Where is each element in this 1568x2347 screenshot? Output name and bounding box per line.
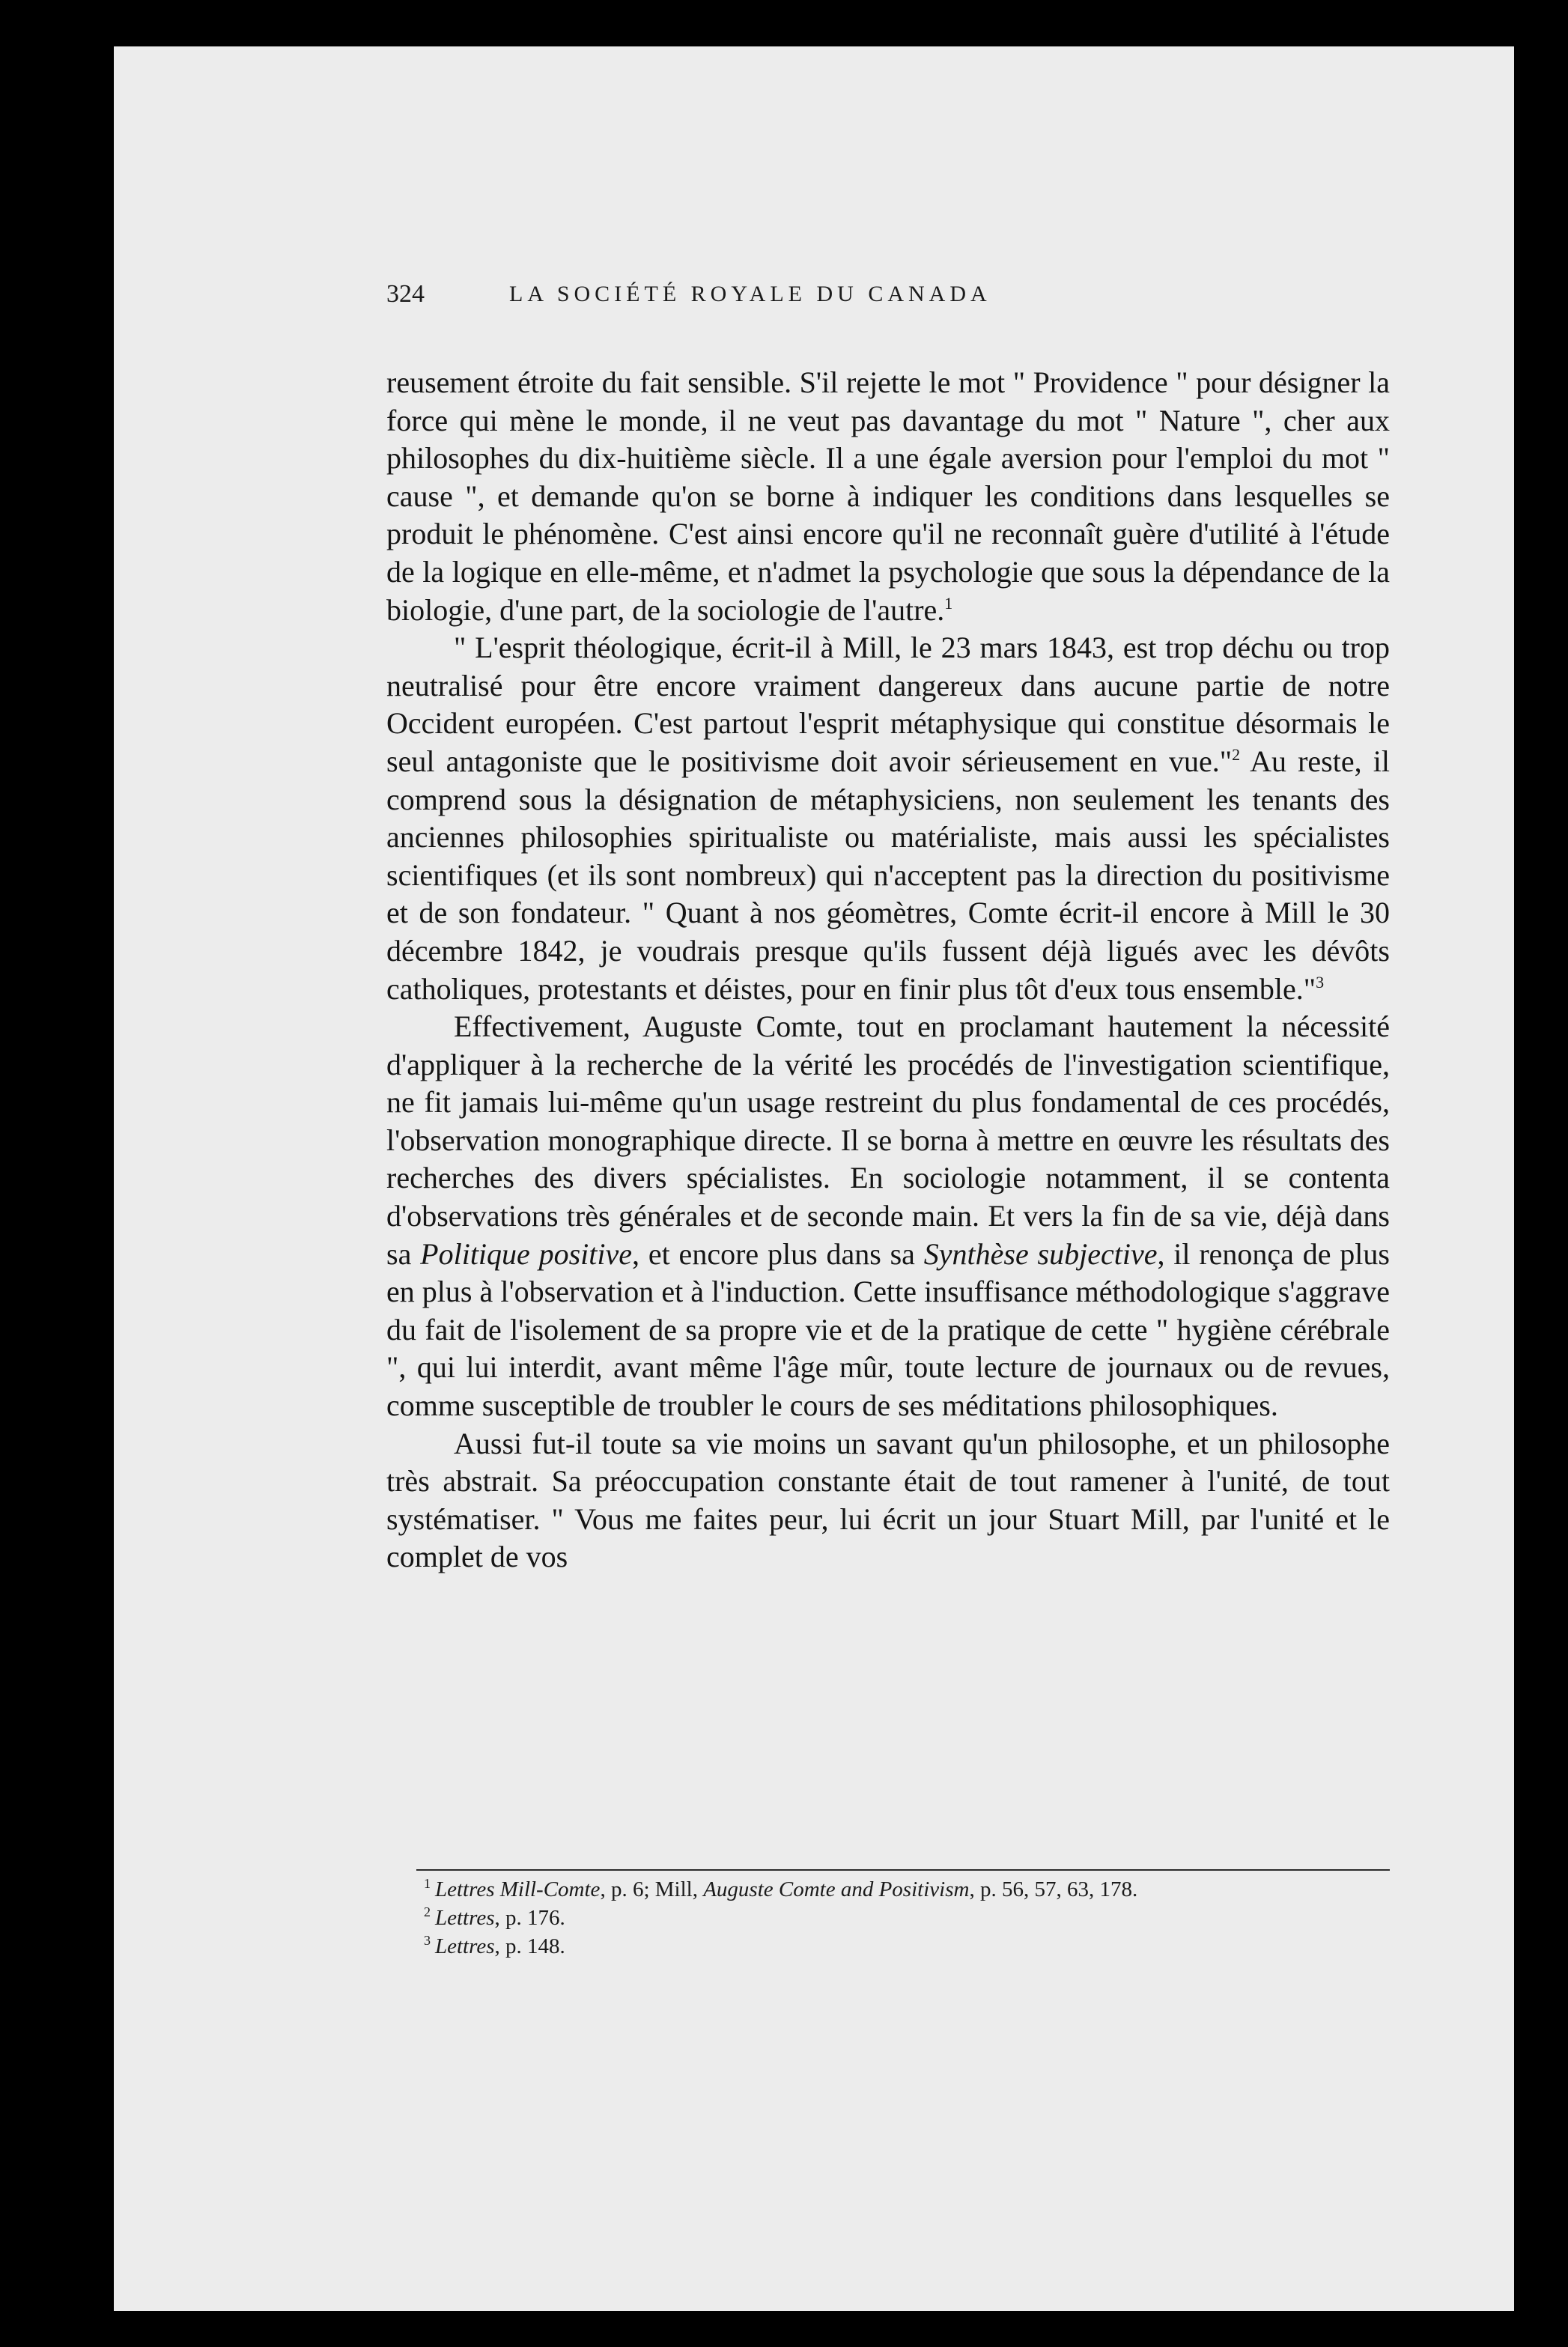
work-title-synthese-subjective: Synthèse subjective	[923, 1236, 1158, 1271]
footnote-mark: 1	[424, 1876, 431, 1891]
footnote-text: , p. 176.	[494, 1906, 565, 1930]
paragraph-2-text-b: Au reste, il comprend sous la désignation de métaphysiciens, non seulement les tenants des anciennes philosophies spiritualiste ou matérialiste, mais aussi les spécialistes scientifiques (et ils sont nombreux) qui n'acceptent pas la direction du positivisme et de son fondateur. " Quant à nos géomètres, Comte écrit-il encore à Mill le 30 décembre 1842, je voudrais presque qu'ils fussent déjà ligués avec les dévôts catholiques, protestants et déistes, pour en finir plus tôt d'eux tous ensemble."	[386, 744, 1391, 1006]
paragraph-2-text-a: " L'esprit théologique, écrit-il à Mill, le 23 mars 1843, est trop déchu ou trop neutralisé pour être encore vraiment dangereux dans aucune partie de notre Occident européen. C'est partout l'esprit métaphysique qui constitue désormais le seul antagoniste que le positivisme doit avoir sérieusement en vue."	[386, 631, 1390, 778]
footnote-title: Lettres Mill-Comte	[435, 1877, 601, 1901]
footnote-title: Auguste Comte and Positivism	[703, 1877, 970, 1901]
work-title-politique-positive: Politique positive	[420, 1236, 633, 1271]
paragraph-3-text-a: Effectivement, Auguste Comte, tout en proclamant hautement la nécessité d'appliquer à la recherche de la vérité les procédés de l'investigation scientifique, ne fit jamais lui-même qu'un usage restreint du plus fondamental de ces procédés, l'observation monographique directe. Il se borna à mettre en œuvre les résultats des recherches des divers spécialistes. En sociologie notamment, il se contenta d'observations très générales et de seconde main. Et vers la fin de sa vie, déjà dans sa	[386, 1009, 1390, 1271]
footnote-text: , p. 148.	[494, 1934, 565, 1958]
paragraph-4-text: Aussi fut-il toute sa vie moins un savant qu'un philosophe, et un philosophe très abstrait. Sa préoccupation constante était de tout ramener à l'unité, de tout systématiser. " Vous me faites peur, lui écrit un jour Stuart Mill, par l'unité et le complet de vos	[386, 1426, 1390, 1574]
footnote-2	[424, 1904, 1397, 1932]
footnote-ref-2: 2	[1232, 744, 1241, 764]
paragraph-3	[386, 1008, 1390, 1425]
footnote-3	[424, 1932, 1397, 1961]
footnote-1	[424, 1875, 1397, 1904]
paragraph-4	[386, 1425, 1390, 1576]
footnote-title: Lettres	[435, 1934, 495, 1958]
paragraph-3-text-b: , et encore plus dans sa	[632, 1236, 924, 1271]
running-title: LA SOCIÉTÉ ROYALE DU CANADA	[509, 282, 991, 306]
paragraph-3-text-c: , il renonça de plus en plus à l'observation et à l'induction. Cette insuffisance méthodologique s'aggrave du fait de l'isolement de sa propre vie et de la pratique de cette " hygiène cérébrale ", qui lui interdit, avant même l'âge mûr, toute lecture de journaux ou de revues, comme susceptible de troubler le cours de ses méditations philosophiques.	[386, 1236, 1390, 1423]
paragraph-2	[386, 629, 1390, 1008]
footnote-ref-3: 3	[1316, 972, 1325, 992]
footnote-mark: 3	[424, 1933, 431, 1948]
footnote-rule	[416, 1869, 1390, 1871]
footnote-ref-1: 1	[944, 593, 953, 613]
footnote-title: Lettres	[435, 1906, 495, 1930]
body-text	[386, 364, 1390, 1576]
footnote-mark: 2	[424, 1904, 431, 1919]
page-header	[386, 280, 1390, 325]
page-number: 324	[386, 280, 425, 308]
footnotes	[424, 1875, 1397, 1961]
footnote-text: , p. 6; Mill,	[600, 1877, 704, 1901]
footnote-text: , p. 56, 57, 63, 178.	[969, 1877, 1138, 1901]
paragraph-1	[386, 364, 1390, 629]
paragraph-1-text: reusement étroite du fait sensible. S'il rejette le mot " Providence " pour désigner la force qui mène le monde, il ne veut pas davantage du mot " Nature ", cher aux philosophes du dix-huitième siècle. Il a une égale aversion pour l'emploi du mot " cause ", et demande qu'on se borne à indiquer les conditions dans lesquelles se produit le phénomène. C'est ainsi encore qu'il ne reconnaît guère d'utilité à l'étude de la logique en elle-même, et n'admet la psychologie que sous la dépendance de la biologie, d'une part, de la sociologie de l'autre.	[386, 365, 1390, 627]
